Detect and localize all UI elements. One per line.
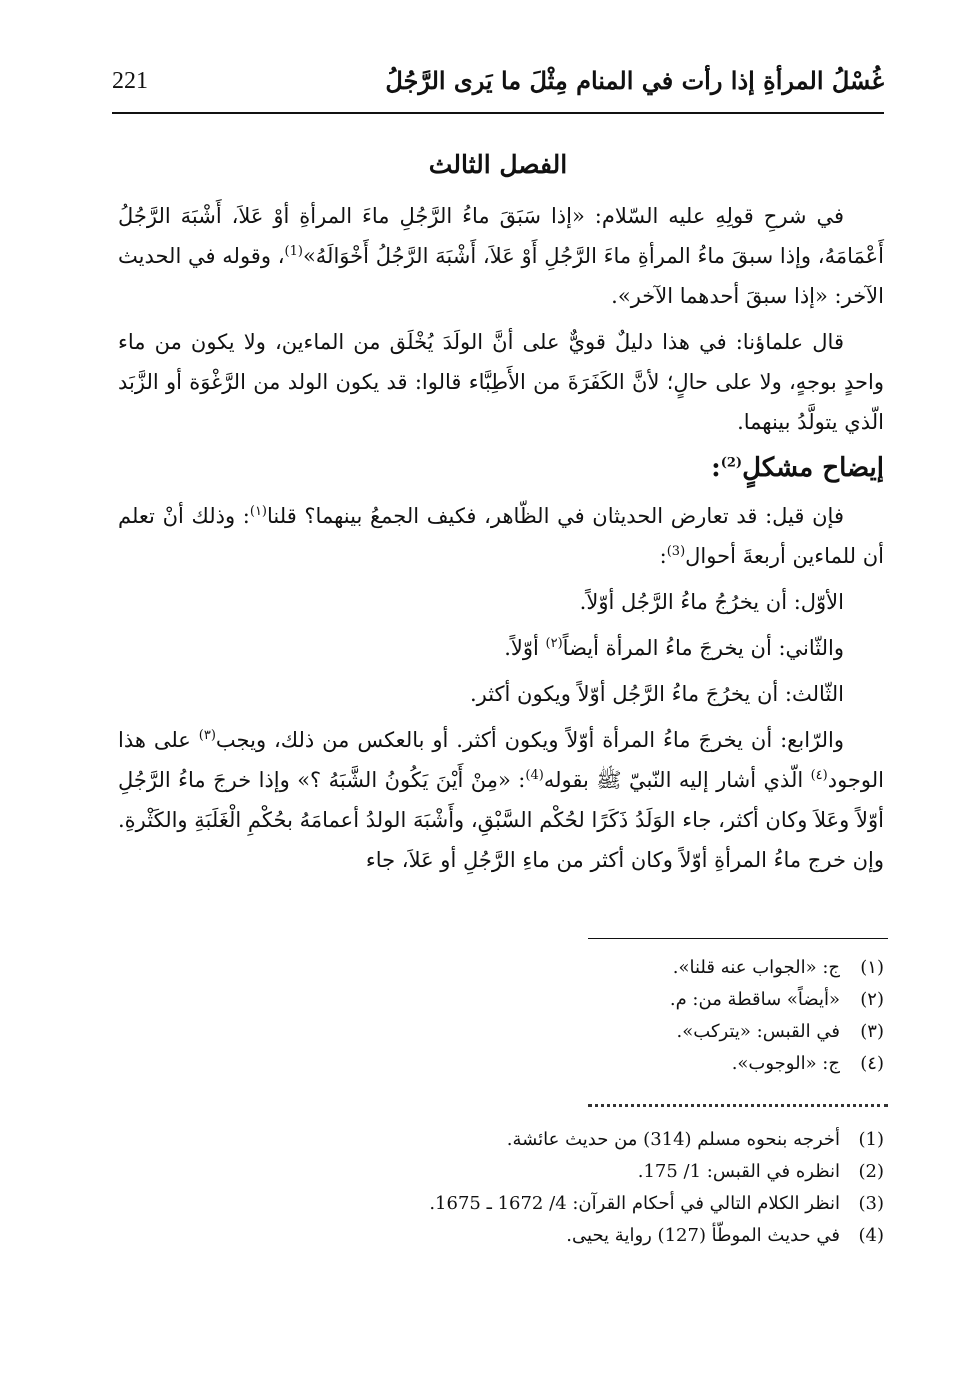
footnote-number: (٣) <box>860 1021 884 1042</box>
footnote-text: انظر الكلام التالي في أحكام القرآن: 4/ 1672 ـ 1675. <box>429 1193 840 1214</box>
page-number: 221 <box>112 68 148 94</box>
dotted-separator <box>588 1104 888 1107</box>
footnote-ref: (١) <box>249 504 267 519</box>
footnote-text: في حديث الموطّأ (127) رواية يحيى. <box>566 1225 840 1246</box>
section-title: إيضاح مشكلٍ <box>742 453 884 483</box>
main-text <box>118 196 884 886</box>
footnote-ref: (٢) <box>545 636 563 651</box>
running-header <box>112 64 884 108</box>
footnote-text: ج: «الجواب عنه قلنا». <box>672 957 840 978</box>
footnote-ref: (2) <box>720 455 743 471</box>
header-rule <box>112 112 884 114</box>
case-fourth <box>118 720 884 880</box>
footnote-item <box>184 1220 884 1252</box>
variant-footnotes <box>184 952 884 1080</box>
footnote-ref: (1) <box>284 244 303 259</box>
case-fourth-text-3: الّذي أشار إليه النّبيّ ﷺ بقوله <box>543 768 811 792</box>
footnote-text: ج: «الوجوب». <box>731 1053 840 1074</box>
intro-tail: ، وقوله في الحديث الآخر: «إذا سبقَ أحدهما الآخر». <box>118 244 884 308</box>
case-second <box>118 628 884 668</box>
case-third: الثّالث: أن يخرُجَ ماءُ الرَّجُل أوّلاً ويكون أكثر. <box>469 682 844 706</box>
section-colon: : <box>711 453 721 483</box>
footnote-item <box>184 984 884 1016</box>
chapter-heading: الفصل الثالث <box>428 150 568 179</box>
footnote-ref: (٣) <box>198 728 216 743</box>
case-second-text: والثّاني: أن يخرجَ ماءُ المرأة أيضاً <box>562 636 844 660</box>
source-footnotes <box>184 1124 884 1252</box>
footnote-number: (٢) <box>860 989 884 1010</box>
question-text: فإن قيل: قد تعارض الحديثان في الظّاهر، فكيف الجمعُ بينهما؟ قلنا <box>267 504 844 528</box>
footnote-number: (٤) <box>860 1053 884 1074</box>
section-heading <box>118 448 884 488</box>
case-fourth-text-2: على هذا الوجود <box>118 728 884 792</box>
question-paragraph <box>118 496 884 576</box>
footnote-item <box>184 1156 884 1188</box>
question-tail: : <box>659 544 667 568</box>
footnote-text: أخرجه بنحوه مسلم (314) من حديث عائشة. <box>506 1129 840 1150</box>
footnote-item <box>184 1048 884 1080</box>
footnote-text: «أيضاً» ساقطة من: م. <box>669 989 840 1010</box>
scholars-paragraph: قال علماؤنا: في هذا دليلٌ قويٌّ على أنَّ الولَدَ يُخْلَق من الماءين، ولا يكون من ماء واحدٍ بوجهٍ، ولا على حالٍ؛ لأنَّ الكَفَرَةَ من الأَطِبَّاء قالوا: قد يكون الولد من الرَّغْوَة أو الزَّبَد الّذي يتولَّدُ بينهما. <box>118 330 884 434</box>
footnote-item <box>184 1124 884 1156</box>
footnote-number: (4) <box>858 1225 884 1246</box>
footnote-rule <box>588 938 888 939</box>
footnote-ref: (4) <box>525 768 544 783</box>
footnote-number: (3) <box>858 1193 884 1214</box>
footnote-number: (١) <box>860 957 884 978</box>
footnote-number: (2) <box>858 1161 884 1182</box>
footnote-number: (1) <box>858 1129 884 1150</box>
question-mid: : وذلك أنْ تعلم أن للماءين أربعةَ أحوال <box>118 504 884 568</box>
case-first: الأوّل: أن يخرُجُ ماءُ الرَّجُل أوّلاً. <box>579 590 844 614</box>
case-fourth-text: والرّابع: أن يخرجَ ماءُ المرأة أوّلاً ويكون أكثر. أو بالعكس من ذلك، ويجب <box>215 728 844 752</box>
footnote-text: في القبس: «يتركب». <box>676 1021 840 1042</box>
footnote-ref: (٤) <box>810 768 828 783</box>
footnote-ref: (3) <box>666 544 686 559</box>
intro-text: في شرحِ قولِهِ عليه السّلام: «إذا سَبَقَ ماءُ الرَّجُلِ ماءَ المرأةِ أوْ عَلاَ، أَشْبَهَ الرَّجُلُ أَعْمَامَهُ، وإذا سبقَ ماءُ المرأةِ ماءَ الرَّجُلِ أَوْ عَلاَ، أَشْبَهَ الرَّجُلُ أَخْوَالَهُ» <box>118 204 884 268</box>
footnote-item <box>184 1016 884 1048</box>
footnote-text: انظره في القبس: 1/ 175. <box>637 1161 840 1182</box>
footnote-item <box>184 1188 884 1220</box>
intro-paragraph <box>118 196 884 316</box>
footnote-item <box>184 952 884 984</box>
running-title: غُسْلُ المرأةِ إذا رأت في المنام مِثْلَ ما يَرى الرَّجُلُ <box>385 66 884 95</box>
case-fourth-text-4: : «مِنْ أَيْنَ يَكُونُ الشَّبَهُ ؟» وإذا خرجَ ماءُ الرَّجُلِ أوّلاً وعَلاَ وكان أكثر، جاء الوَلَدُ ذَكَرًا لحُكْم السَّبْقِ، وأَشْبَهَ الولدُ أعمامَهُ بحُكْمِ الْغَلَبَةِ والكَثْرةِ. وإن خرج ماءُ المرأةِ أوّلاً وكان أكثر من ماءِ الرَّجُلِ أو عَلاَ، جاء <box>118 768 884 872</box>
case-second-tail: أوّلاً. <box>504 636 546 660</box>
